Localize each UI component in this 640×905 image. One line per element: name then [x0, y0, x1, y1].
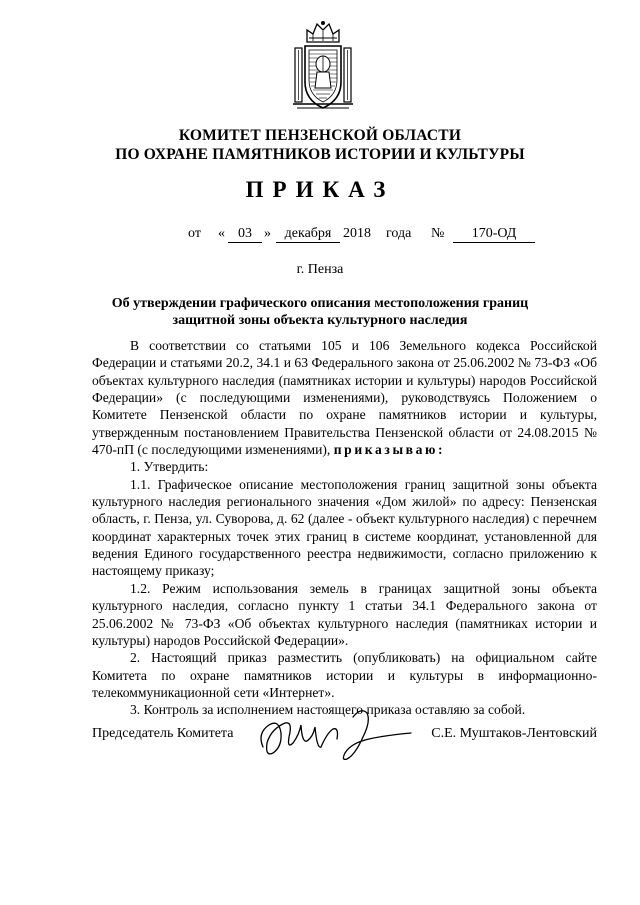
signatory-title: Председатель Комитета [92, 726, 234, 741]
preamble-paragraph [92, 337, 597, 458]
item-2: 2. Настоящий приказ разместить (опубликовать) на официальном сайте Комитета по охране памятников истории и культуры в информационно-телекоммуникационной сети «Интернет». [92, 650, 597, 700]
date-day: 03 [228, 226, 262, 243]
order-number: 170-ОД [453, 226, 535, 243]
city: г. Пенза [296, 262, 344, 277]
preamble-text: В соответствии со статьями 105 и 106 Земельного кодекса Российской Федерации и статьями 20.2, 34.1 и 63 Федерального закона от 25.06.2002 № 73-ФЗ «Об объектах культурного наследия (памятниках истории и культуры) народов Российской Федерации» (с последующими изменениями), руководствуясь Положением о Комитете Пензенской области по охране памятников истории и культуры, утвержденным постановлением Правительства Пензенской области от 24.08.2015 № 470-пП (с последующими изменениями), [92, 338, 597, 458]
document-type-title: ПРИКАЗ [245, 177, 395, 202]
open-quote: « [218, 226, 225, 241]
order-subject [0, 295, 640, 329]
subject-line1: Об утверждении графического описания местоположения границ [111, 296, 529, 311]
from-label: от [188, 226, 201, 241]
item-1-2: 1.2. Режим использования земель в границах защитной зоны объекта культурного наследия, согласно пункту 1 статьи 34.1 Федерального закона от 25.06.2002 № 73-ФЗ «Об объектах культурного наследия (памятниках истории и культуры) народов Российской Федерации». [92, 580, 597, 648]
item-1-1: 1.1. Графическое описание местоположения границ защитной зоны объекта культурного наследия регионального значения «Дом жилой» по адресу: Пензенская область, г. Пенза, ул. Суворова, д. 62 (далее - объект культурного наследия) с перечнем координат характерных точек этих границ в системе координат, установленной для ведения Единого государственного реестра недвижимости, согласно приложению к настоящему приказу; [92, 476, 597, 579]
organization-name-line1: КОМИТЕТ ПЕНЗЕНСКОЙ ОБЛАСТИ [178, 127, 462, 144]
year-label: года [386, 226, 412, 241]
order-body [92, 337, 597, 719]
date-month: декабря [276, 226, 340, 243]
handwritten-signature [255, 703, 415, 765]
coat-of-arms-emblem [293, 20, 353, 112]
signatory-name: С.Е. Муштаков-Лентовский [431, 726, 597, 741]
number-sign: № [431, 226, 445, 241]
date-year: 2018 [343, 226, 371, 241]
organization-name-line2: ПО ОХРАНЕ ПАМЯТНИКОВ ИСТОРИИ И КУЛЬТУРЫ [115, 146, 525, 163]
item-1: 1. Утвердить: [130, 459, 209, 475]
order-word: приказываю: [333, 442, 446, 458]
subject-line2: защитной зоны объекта культурного наследия [172, 313, 468, 328]
item-3: 3. Контроль за исполнением настоящего приказа оставляю за собой. [130, 702, 526, 718]
close-quote: » [264, 226, 271, 241]
